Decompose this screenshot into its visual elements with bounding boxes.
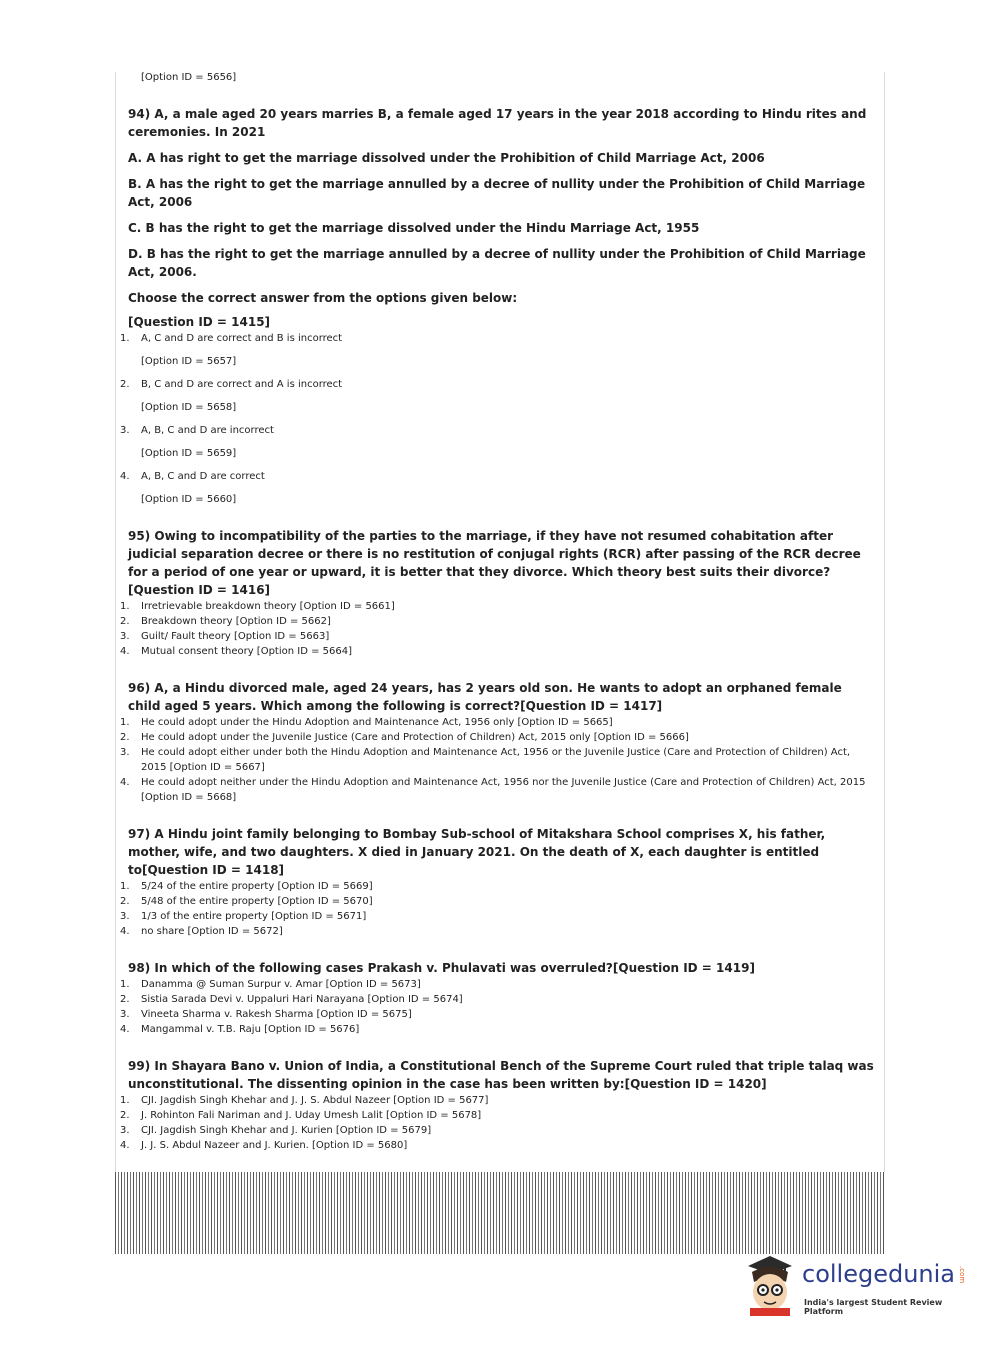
option-item xyxy=(120,644,875,659)
option-number: 1. xyxy=(120,1095,130,1106)
option-list xyxy=(120,331,875,507)
option-number: 2. xyxy=(120,1110,130,1121)
option-number: 3. xyxy=(120,747,130,758)
option-number: 2. xyxy=(120,616,130,627)
option-number: 3. xyxy=(120,631,130,642)
option-text: Guilt/ Fault theory [Option ID = 5663] xyxy=(141,631,330,642)
statement: B. A has the right to get the marriage annulled by a decree of nullity under the Prohibition of Child Marriage Act, 2006 xyxy=(128,177,866,209)
option-text: Danamma @ Suman Surpur v. Amar [Option ID = 5673] xyxy=(141,979,421,990)
option-text: Irretrievable breakdown theory [Option ID = 5661] xyxy=(141,601,395,612)
option-id: [Option ID = 5658] xyxy=(141,402,237,413)
option-list xyxy=(120,715,875,805)
statement: D. B has the right to get the marriage annulled by a decree of nullity under the Prohibition of Child Marriage Act, 2006. xyxy=(128,247,866,279)
question-title: 98) In which of the following cases Prakash v. Phulavati was overruled?[Question ID = 1419] xyxy=(128,961,755,975)
option-item xyxy=(120,775,875,805)
option-text: CJI. Jagdish Singh Khehar and J. J. S. Abdul Nazeer [Option ID = 5677] xyxy=(141,1095,489,1106)
option-item xyxy=(120,614,875,629)
option-text: A, B, C and D are incorrect xyxy=(141,425,274,436)
option-list xyxy=(120,599,875,659)
option-number: 3. xyxy=(120,425,130,436)
option-text: J. J. S. Abdul Nazeer and J. Kurien. [Option ID = 5680] xyxy=(141,1140,408,1151)
question-94 xyxy=(120,105,875,507)
option-number: 4. xyxy=(120,646,130,657)
question-97 xyxy=(120,825,875,939)
question-99 xyxy=(120,1057,875,1153)
option-text: no share [Option ID = 5672] xyxy=(141,926,283,937)
option-number: 1. xyxy=(120,717,130,728)
option-text: A, B, C and D are correct xyxy=(141,471,265,482)
option-text: Vineeta Sharma v. Rakesh Sharma [Option ID = 5675] xyxy=(141,1009,412,1020)
question-title: 94) A, a male aged 20 years marries B, a female aged 17 years in the year 2018 according to Hindu rites and ceremonies. In 2021 xyxy=(128,107,867,139)
option-number: 4. xyxy=(120,1024,130,1035)
option-text: J. Rohinton Fali Nariman and J. Uday Umesh Lalit [Option ID = 5678] xyxy=(141,1110,482,1121)
question-title: 95) Owing to incompatibility of the parties to the marriage, if they have not resumed cohabitation after judicial separation decree or there is no restitution of conjugal rights (RCR) after passing of the RCR decree for a period of one year or upward, it is better that they divorce. Which theory best suits their divorce?[Question ID = 1416] xyxy=(128,529,861,597)
option-item xyxy=(120,1093,875,1108)
option-item xyxy=(120,629,875,644)
option-id: [Option ID = 5656] xyxy=(141,72,237,83)
collegedunia-logo[interactable] xyxy=(740,1252,980,1322)
option-number: 4. xyxy=(120,471,130,482)
option-item xyxy=(120,331,875,369)
option-number: 3. xyxy=(120,1125,130,1136)
option-text: He could adopt under the Hindu Adoption and Maintenance Act, 1956 only [Option ID = 5665] xyxy=(141,717,613,728)
option-item xyxy=(120,992,875,1007)
option-list xyxy=(120,1093,875,1153)
option-item xyxy=(120,469,875,507)
option-item xyxy=(120,715,875,730)
option-text: Mutual consent theory [Option ID = 5664] xyxy=(141,646,352,657)
question-title: 99) In Shayara Bano v. Union of India, a Constitutional Bench of the Supreme Court ruled that triple talaq was unconstitutional. The dissenting opinion in the case has been written by:[Question ID = 1420] xyxy=(128,1059,874,1091)
option-text: Mangammal v. T.B. Raju [Option ID = 5676] xyxy=(141,1024,360,1035)
barcode-strip xyxy=(115,1172,885,1254)
option-text: He could adopt either under both the Hindu Adoption and Maintenance Act, 1956 or the Juvenile Justice (Care and Protection of Children) Act, 2015 [Option ID = 5667] xyxy=(141,747,851,773)
mascot-icon xyxy=(740,1252,800,1316)
option-text: 5/48 of the entire property [Option ID = 5670] xyxy=(141,896,373,907)
option-text: A, C and D are correct and B is incorrect xyxy=(141,333,343,344)
option-number: 2. xyxy=(120,994,130,1005)
logo-wordmark: collegedunia xyxy=(802,1260,956,1288)
option-id: [Option ID = 5659] xyxy=(141,448,237,459)
option-number: 4. xyxy=(120,777,130,788)
option-text: Sistia Sarada Devi v. Uppaluri Hari Narayana [Option ID = 5674] xyxy=(141,994,463,1005)
question-title: 97) A Hindu joint family belonging to Bombay Sub-school of Mitakshara School comprises X, his father, mother, wife, and two daughters. X died in January 2021. On the death of X, each daughter is entitled to[Question ID = 1418] xyxy=(128,827,826,877)
option-number: 4. xyxy=(120,1140,130,1151)
option-item xyxy=(120,977,875,992)
option-number: 1. xyxy=(120,881,130,892)
logo-dotcom: .com xyxy=(958,1266,966,1284)
option-list xyxy=(120,977,875,1037)
option-item xyxy=(120,924,875,939)
option-item xyxy=(120,377,875,415)
option-number: 1. xyxy=(120,333,130,344)
option-number: 2. xyxy=(120,896,130,907)
option-item xyxy=(120,730,875,745)
option-text: 5/24 of the entire property [Option ID = 5669] xyxy=(141,881,373,892)
option-item xyxy=(120,599,875,614)
option-number: 3. xyxy=(120,911,130,922)
option-item xyxy=(120,1108,875,1123)
option-list xyxy=(120,879,875,939)
option-item xyxy=(120,745,875,775)
option-text: CJI. Jagdish Singh Khehar and J. Kurien [Option ID = 5679] xyxy=(141,1125,432,1136)
option-number: 2. xyxy=(120,732,130,743)
left-margin-line xyxy=(115,72,116,1254)
question-paper xyxy=(120,70,875,1251)
option-text: 1/3 of the entire property [Option ID = 5671] xyxy=(141,911,367,922)
option-number: 1. xyxy=(120,979,130,990)
option-number: 2. xyxy=(120,379,130,390)
option-text: B, C and D are correct and A is incorrect xyxy=(141,379,343,390)
option-text: He could adopt under the Juvenile Justice (Care and Protection of Children) Act, 2015 only [Option ID = 5666] xyxy=(141,732,689,743)
option-id: [Option ID = 5657] xyxy=(141,356,237,367)
option-item xyxy=(120,1007,875,1022)
option-item xyxy=(120,1138,875,1153)
right-margin-line xyxy=(884,72,885,1254)
option-number: 1. xyxy=(120,601,130,612)
option-id: [Option ID = 5660] xyxy=(141,494,237,505)
question-title: 96) A, a Hindu divorced male, aged 24 years, has 2 years old son. He wants to adopt an orphaned female child aged 5 years. Which among the following is correct?[Question ID = 1417] xyxy=(128,681,842,713)
statement: A. A has right to get the marriage dissolved under the Prohibition of Child Marriage Act, 2006 xyxy=(128,151,765,165)
statement: C. B has the right to get the marriage dissolved under the Hindu Marriage Act, 1955 xyxy=(128,221,700,235)
question-id: [Question ID = 1415] xyxy=(128,315,271,329)
option-number: 4. xyxy=(120,926,130,937)
option-text: Breakdown theory [Option ID = 5662] xyxy=(141,616,331,627)
question-96 xyxy=(120,679,875,805)
option-item xyxy=(120,894,875,909)
option-item xyxy=(120,423,875,461)
option-item xyxy=(120,879,875,894)
option-number: 3. xyxy=(120,1009,130,1020)
logo-tagline: India's largest Student Review Platform xyxy=(804,1298,943,1316)
question-95 xyxy=(120,527,875,659)
choose-instruction: Choose the correct answer from the options given below: xyxy=(128,291,518,305)
option-item xyxy=(120,1022,875,1037)
question-98 xyxy=(120,959,875,1037)
option-item xyxy=(120,1123,875,1138)
option-item xyxy=(120,909,875,924)
option-text: He could adopt neither under the Hindu Adoption and Maintenance Act, 1956 nor the Juvenile Justice (Care and Protection of Children) Act, 2015 [Option ID = 5668] xyxy=(141,777,866,803)
